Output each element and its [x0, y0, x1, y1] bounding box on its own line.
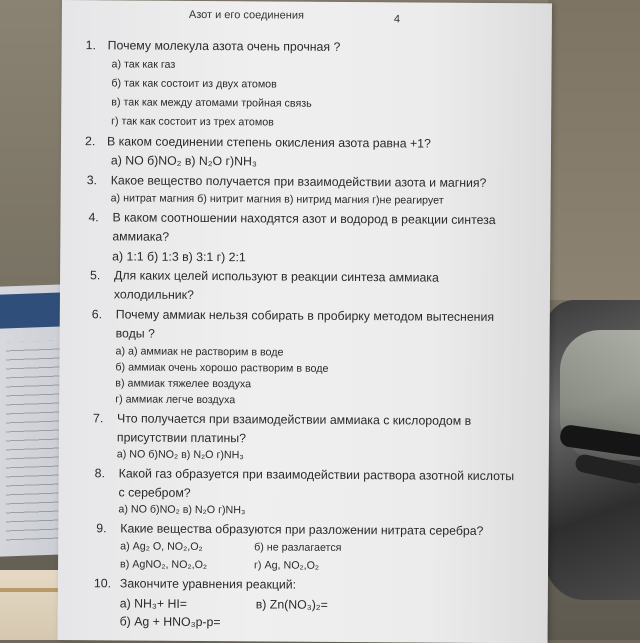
answer-option: б) не разлагается [254, 541, 342, 554]
answer-option: а) Ag₂ O, NO₂,O₂ [120, 540, 203, 553]
answer-option: а) так как газ [111, 58, 176, 71]
question-text-continued: холодильник? [113, 287, 194, 302]
answer-option: б) так как состоит из двух атомов [111, 77, 277, 91]
answer-options: а) NO б)NO₂ в) N₂O г)NH₃ [118, 503, 246, 517]
equation: а) NH₃+ HI= [119, 596, 188, 611]
equation: в) Zn(NO₃)₂= [255, 597, 328, 612]
question-number: 10. [93, 576, 112, 591]
question-number: 4. [88, 210, 99, 225]
question-number: 8. [94, 466, 106, 481]
question-text: Закончите уравнения реакций: [119, 576, 297, 592]
answer-option: г) аммиак легче воздуха [115, 393, 236, 407]
answer-option: в) так как между атомами тройная связь [111, 96, 312, 110]
answer-options: а) 1:1 б) 1:3 в) 3:1 г) 2:1 [112, 249, 246, 265]
answer-options: а) нитрат магния б) нитрит магния в) нитрид магния г)не реагирует [110, 192, 444, 207]
question-text: В каком соотношении находятся азот и водород в реакции синтеза [112, 210, 496, 228]
question-number: 6. [91, 307, 103, 322]
background-surface [548, 0, 640, 300]
question-text-continued: присутствии платины? [116, 430, 246, 446]
question-number: 7. [93, 411, 104, 426]
answer-option: в) AgNO₂, NO₂,O₂ [120, 558, 208, 572]
question-text: Какой газ образуется при взаимодействии раствора азотной кислоты [118, 466, 515, 484]
page-title: Азот и его соединения [188, 8, 304, 22]
question-number: 3. [86, 173, 98, 188]
answer-options: а) NO б)NO₂ в) N₂O г)NH₃ [110, 153, 257, 169]
answer-options: а) NO б)NO₂ в) N₂O г)NH₃ [116, 448, 244, 462]
answer-option: г) Ag, NO₂,O₂ [254, 559, 320, 572]
page-number: 4 [393, 13, 401, 26]
question-text-continued: воды ? [115, 326, 155, 341]
answer-option: б) аммиак очень хорошо растворим в воде [115, 361, 329, 375]
question-number: 1. [85, 38, 96, 53]
question-text: Почему молекула азота очень прочная ? [107, 38, 341, 54]
question-number: 9. [96, 521, 107, 536]
worksheet [58, 0, 552, 643]
question-text: Для каких целей используют в реакции синтеза аммиака [114, 268, 439, 285]
question-text: Какое вещество получается при взаимодействии азота и магния? [110, 173, 487, 190]
question-text: Какие вещества образуются при разложении нитрата серебра? [120, 521, 484, 538]
question-number: 5. [90, 268, 101, 283]
question-text: В каком соединении степень окисления азота равна +1? [106, 134, 431, 151]
question-text-continued: с серебром? [118, 485, 191, 500]
answer-option: г) так как состоит из трех атомов [111, 115, 274, 129]
question-text: Что получается при взаимодействии аммиака с кислородом в [117, 411, 472, 428]
question-text-continued: аммиака? [112, 229, 170, 244]
answer-option: в) аммиак тяжелее воздуха [115, 377, 252, 391]
question-number: 2. [84, 134, 96, 149]
answer-option: а) а) аммиак не растворим в воде [115, 345, 284, 359]
question-text: Почему аммиак нельзя собирать в пробирку методом вытеснения [115, 307, 495, 325]
equation: б) Ag + HNO₃р-р= [119, 614, 221, 630]
